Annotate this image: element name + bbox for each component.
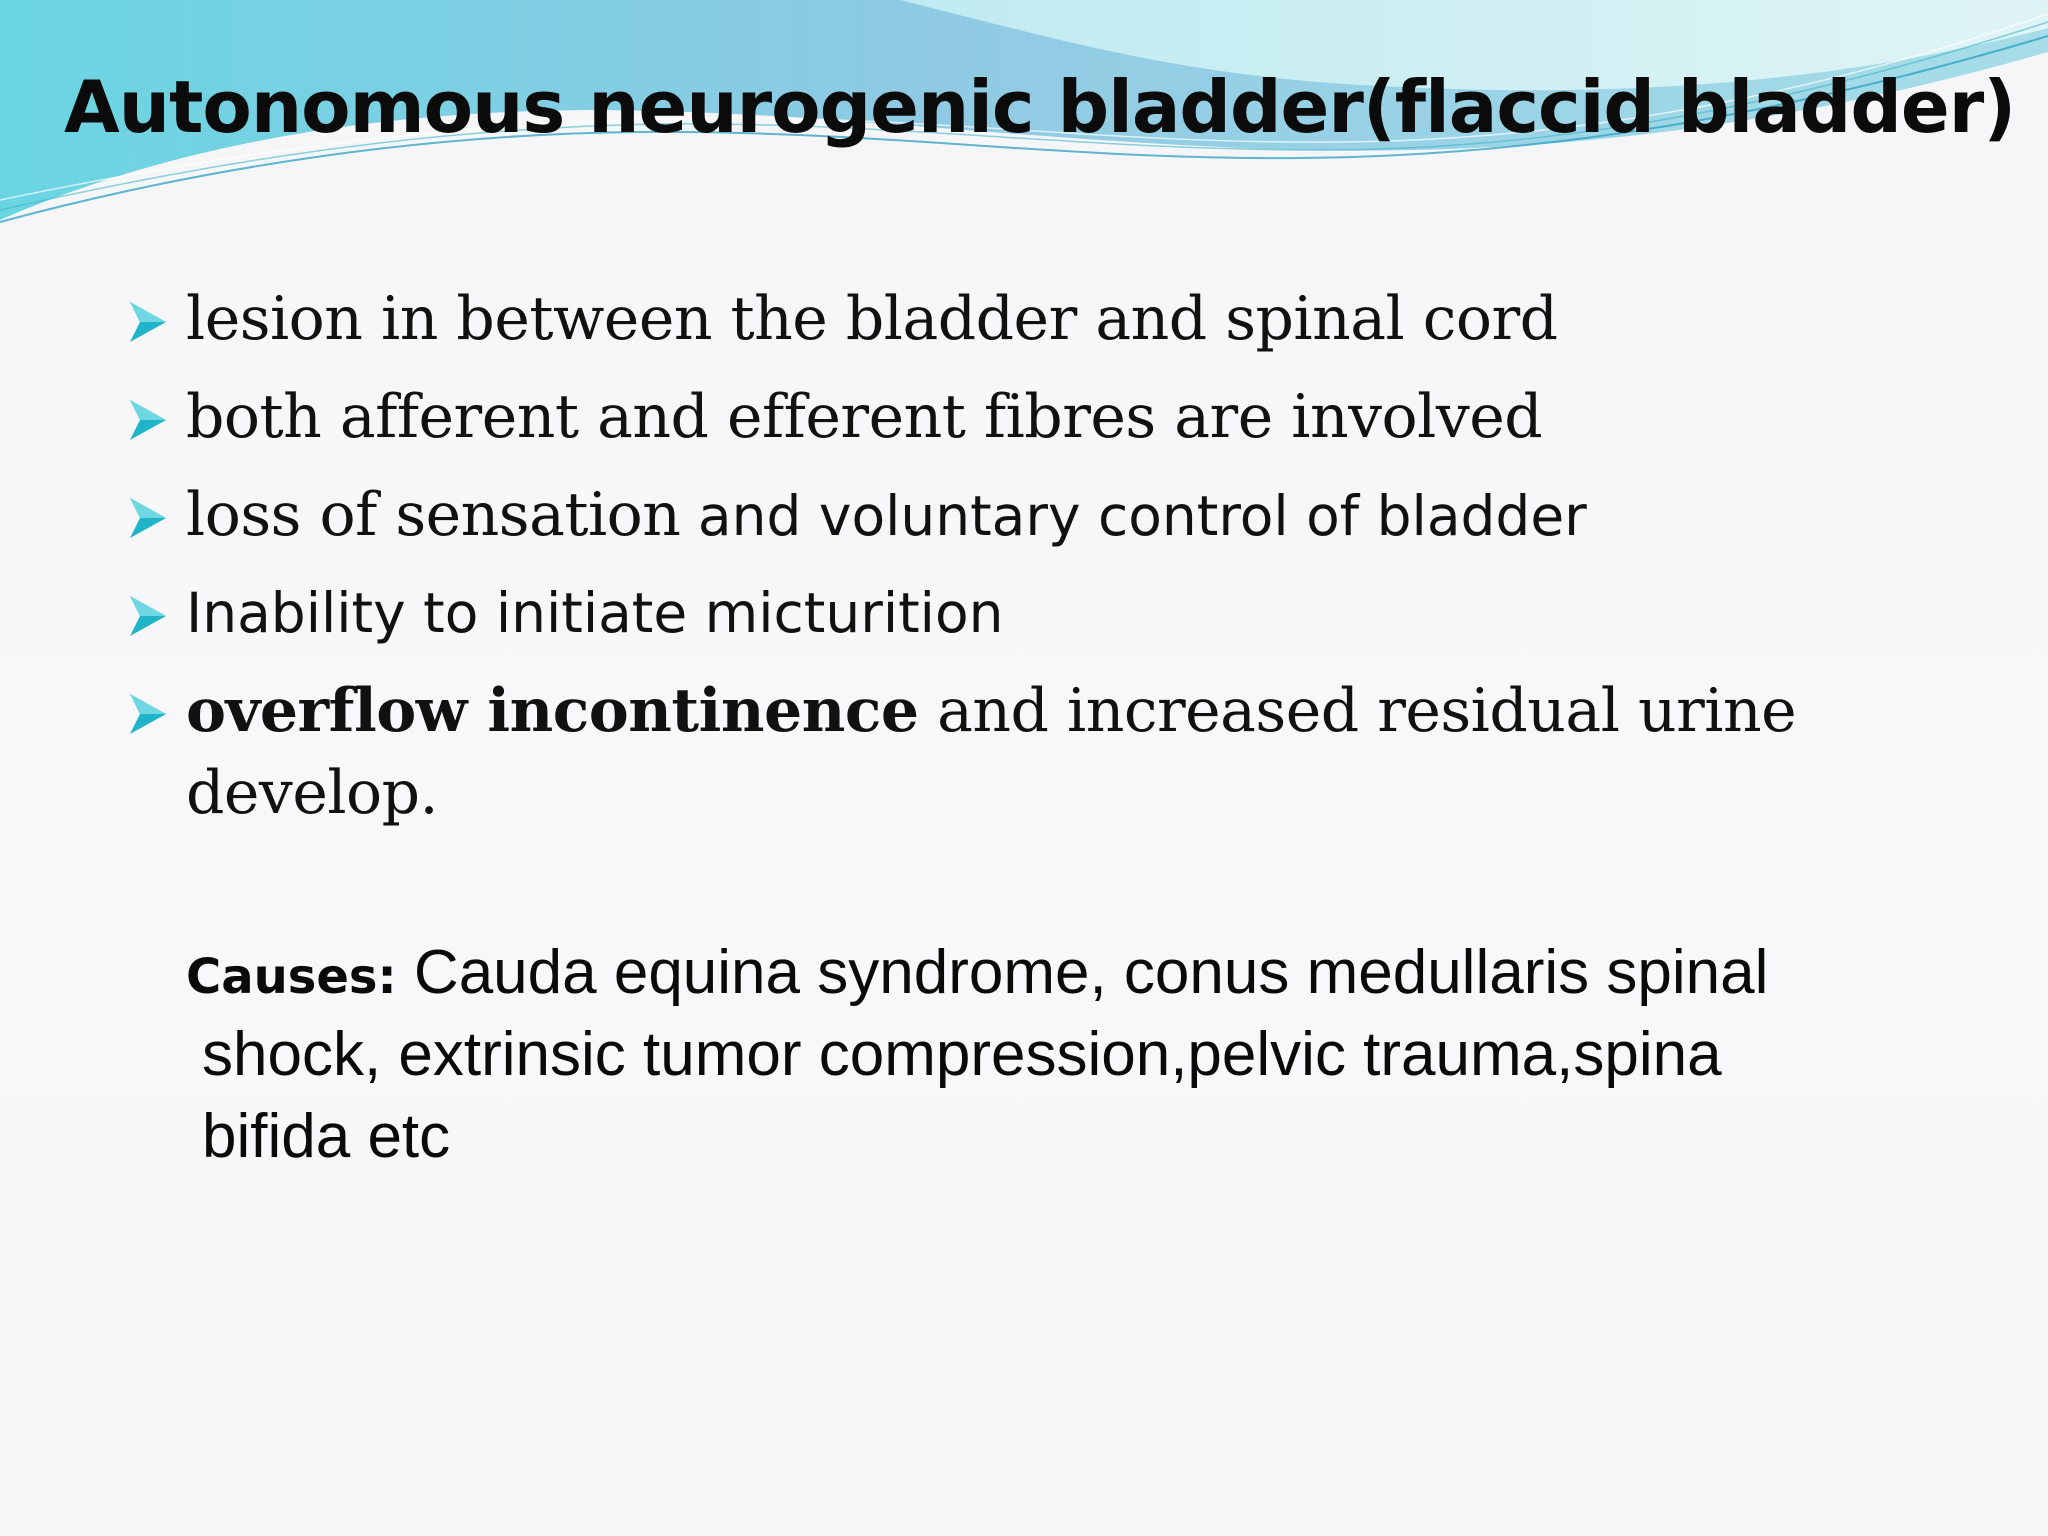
bullet-text: both afferent and efferent fibres are involved [186, 382, 1543, 452]
bullet-text: lesion in between the bladder and spinal cord [186, 284, 1558, 354]
arrow-right-icon [128, 692, 168, 736]
bullet-text: and increased residual urine [918, 676, 1797, 746]
list-item [124, 278, 1944, 376]
list-item [124, 376, 1944, 474]
causes-block [186, 932, 1986, 1178]
arrow-right-icon [128, 594, 168, 638]
bullet-text: Inability to initiate micturition [186, 581, 1004, 645]
list-item [124, 670, 1944, 860]
causes-line-2: shock, extrinsic tumor compression,pelvic trauma,spina [202, 1020, 1722, 1089]
bullet-text-sans: and voluntary control of bladder [680, 484, 1587, 548]
bullet-bold-text: overflow incontinence [186, 676, 919, 746]
arrow-right-icon [128, 300, 168, 344]
causes-label: Causes: [186, 949, 397, 1005]
causes-line-1 [186, 932, 1986, 1014]
causes-text: Cauda equina syndrome, conus medullaris spinal [396, 938, 1769, 1007]
causes-line-3: bifida etc [202, 1102, 451, 1171]
list-item [124, 572, 1944, 670]
bullet-text-serif: loss of sensation [186, 480, 681, 550]
slide-title: Autonomous neurogenic bladder(flaccid bladder) [64, 65, 2016, 149]
arrow-right-icon [128, 496, 168, 540]
arrow-right-icon [128, 398, 168, 442]
bullet-text-continuation: develop. [186, 758, 439, 828]
bullet-list [124, 278, 1944, 860]
list-item [124, 474, 1944, 572]
